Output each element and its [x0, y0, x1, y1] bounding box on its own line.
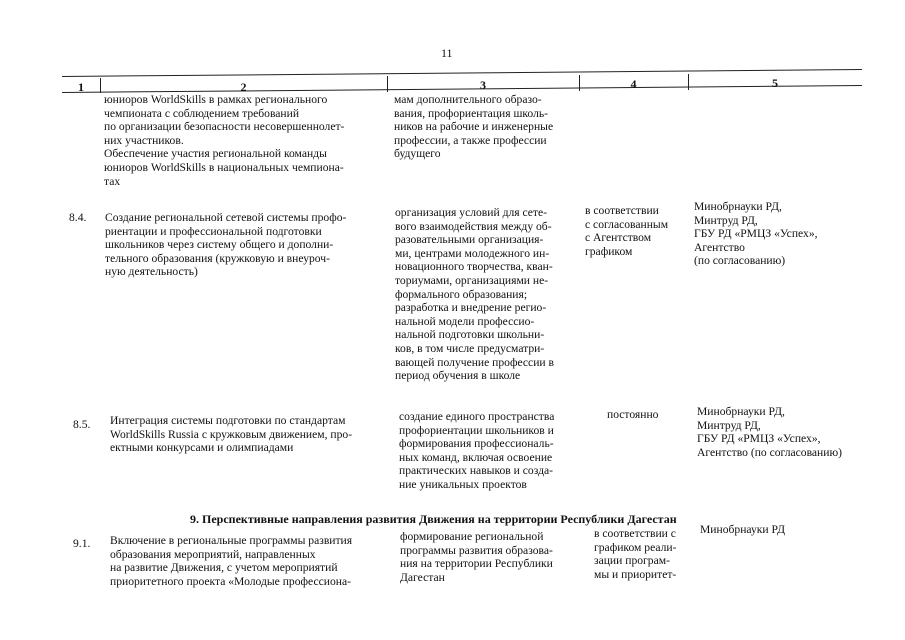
row-9-1-deadline: в соответствии с графиком реали- зации програм- мы и приоритет- — [594, 527, 677, 581]
row-8-4-activity: Создание региональной сетевой системы профо- риентации и профессиональной подготовки школьников через систему общего и дополни- тельного образования (кружковую и внеуроч- ную деятельность) — [105, 211, 347, 279]
row-8-4-responsible: Минобрнауки РД, Минтруд РД, ГБУ РД «РМЦЗ «Успех», Агентство (по согласованию) — [694, 200, 818, 268]
row-8-5-activity: Интеграция системы подготовки по стандартам WorldSkills Russia с кружковым движением, про- ектными конкурсами и олимпиадами — [110, 414, 353, 455]
section-9-title: 9. Перспективные направления развития Движения на территории Республики Дагестан — [190, 512, 677, 526]
header-col-2: 2 — [240, 80, 247, 94]
header-col-1: 1 — [78, 80, 84, 94]
page-number: 11 — [441, 46, 453, 60]
header-col-4: 4 — [630, 77, 637, 91]
row-8-4-deadline: в соответствии с согласованным с Агентством графиком — [585, 204, 669, 258]
header-col-5: 5 — [772, 76, 778, 90]
row-8-5-number: 8.5. — [73, 418, 91, 431]
continuation-col3-text: мам дополнительного образо- вания, профориентация школь- ников на рабочие и инженерные профессии, а также профессии будущего — [394, 93, 554, 161]
row-9-1-number: 9.1. — [73, 537, 91, 550]
row-8-5-deadline: постоянно — [607, 408, 659, 421]
row-8-4-number: 8.4. — [69, 211, 87, 224]
row-9-1-activity: Включение в региональные программы развития образования мероприятий, направленных на развитие Движения, с учетом мероприятий приоритетного проекта «Молодые профессиона- — [110, 534, 353, 588]
row-9-1-result: формирование региональной программы развития образова- ния на территории Республики Дагестан — [400, 530, 553, 584]
header-col-3: 3 — [480, 78, 486, 92]
row-8-4-result: организация условий для сете- вого взаимодействия между об- разовательными организация- ми, центрами молодежного ин- новационного творчества, кван- ториумами, организациями не- формального образования; разработка и внедрение регио- нальной модели профессио- нальной подготовки школьни- ков, в том числе предусматри- вающей получение профессии в период обучения в школе — [395, 206, 554, 383]
row-8-5-result: создание единого пространства профориентации школьников и формирования профессиональ- ных команд, включая освоение практических навыков и созда- ние уникальных проектов — [399, 410, 555, 491]
row-9-1-responsible: Минобрнауки РД — [700, 523, 785, 536]
continuation-col2-text: юниоров WorldSkills в рамках регионального чемпионата с соблюдением требований по организации безопасности несовершеннолет- них участников. Обеспечение участия региональной команды юниоров WorldSkills в национальных чемпиона- тах — [104, 93, 345, 188]
row-8-5-responsible: Минобрнауки РД, Минтруд РД, ГБУ РД «РМЦЗ «Успех», Агентство (по согласованию) — [697, 405, 842, 459]
